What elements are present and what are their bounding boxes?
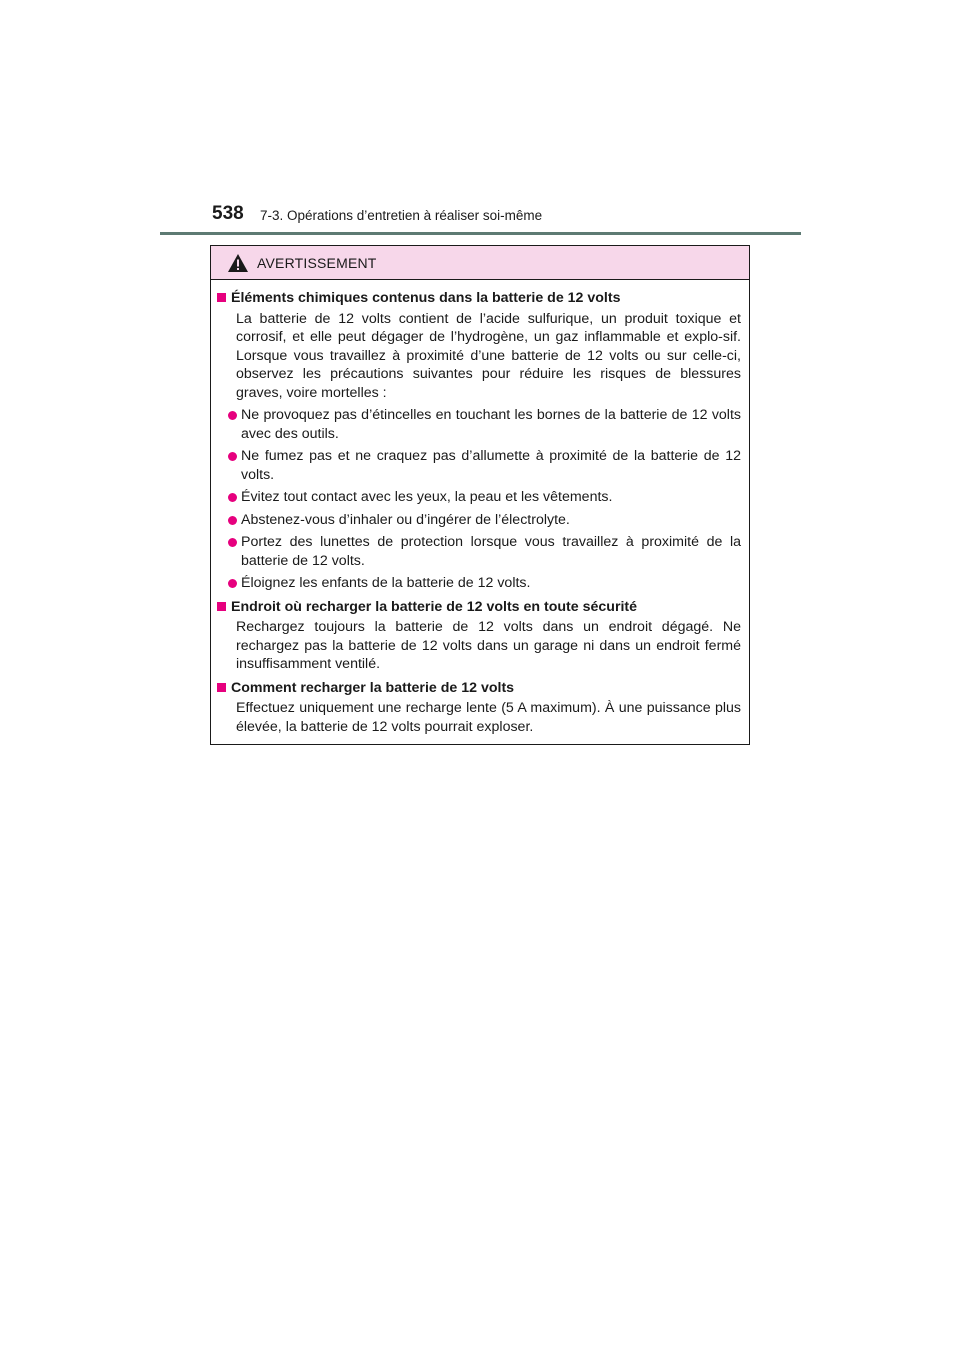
list-item (228, 447, 741, 484)
square-bullet-icon (217, 602, 226, 611)
list-item-text: Abstenez-vous d’inhaler ou d’ingérer de l’électrolyte. (241, 511, 570, 528)
section-heading-text: Endroit où recharger la batterie de 12 volts en toute sécurité (231, 598, 638, 615)
warning-body (211, 280, 749, 736)
page-number: 538 (212, 203, 244, 224)
warning-title: AVERTISSEMENT (257, 254, 377, 271)
circle-bullet-icon (228, 516, 237, 525)
list-item-text: Évitez tout contact avec les yeux, la peau et les vêtements. (241, 489, 613, 505)
circle-bullet-icon (228, 538, 237, 547)
section-heading (217, 289, 741, 308)
warning-header (211, 246, 749, 280)
circle-bullet-icon (228, 579, 237, 588)
list-item-text: Portez des lunettes de protection lorsque vous travaillez à proximité de la batterie de 12 volts. (241, 534, 741, 569)
list-item-text: Éloignez les enfants de la batterie de 12 volts. (241, 575, 531, 591)
section-heading-text: Éléments chimiques contenus dans la batterie de 12 volts (231, 290, 621, 306)
section-paragraph: Effectuez uniquement une recharge lente (5 A maximum). À une puissance plus élevée, la batterie de 12 volts pourrait exploser. (236, 700, 741, 735)
section-paragraph: La batterie de 12 volts contient de l’acide sulfurique, un produit toxique et corrosif, et elle peut dégager de l’hydrogène, un gaz inflammable et explo-sif. Lorsque vous travaillez à proximité d’une batterie de 12 volts ou sur celle-ci, observez les précautions suivantes pour réduire les risques de blessures graves, voire mortelles : (236, 310, 741, 401)
warning-box (210, 245, 750, 745)
list-item-text: Ne fumez pas et ne craquez pas d’allumette à proximité de la batterie de 12 volts. (241, 448, 741, 483)
square-bullet-icon (217, 293, 226, 302)
section-heading (217, 679, 741, 698)
list-item (228, 574, 741, 593)
header-divider (160, 232, 801, 235)
circle-bullet-icon (228, 493, 237, 502)
list-item (228, 533, 741, 570)
square-bullet-icon (217, 683, 226, 692)
list-item (228, 488, 741, 507)
list-item (228, 406, 741, 443)
circle-bullet-icon (228, 452, 237, 461)
warning-triangle-icon (227, 253, 249, 273)
section-paragraph: Rechargez toujours la batterie de 12 volts dans un endroit dégagé. Ne rechargez pas la batterie de 12 volts dans un garage ni dans un endroit fermé insuffisamment ventilé. (236, 619, 741, 672)
list-item-text: Ne provoquez pas d’étincelles en touchant les bornes de la batterie de 12 volts avec des outils. (241, 407, 741, 442)
section-heading (217, 598, 741, 617)
section-heading-text: Comment recharger la batterie de 12 volts (231, 679, 515, 696)
circle-bullet-icon (228, 411, 237, 420)
section-title: 7-3. Opérations d’entretien à réaliser soi-même (260, 208, 543, 223)
list-item (228, 511, 741, 530)
